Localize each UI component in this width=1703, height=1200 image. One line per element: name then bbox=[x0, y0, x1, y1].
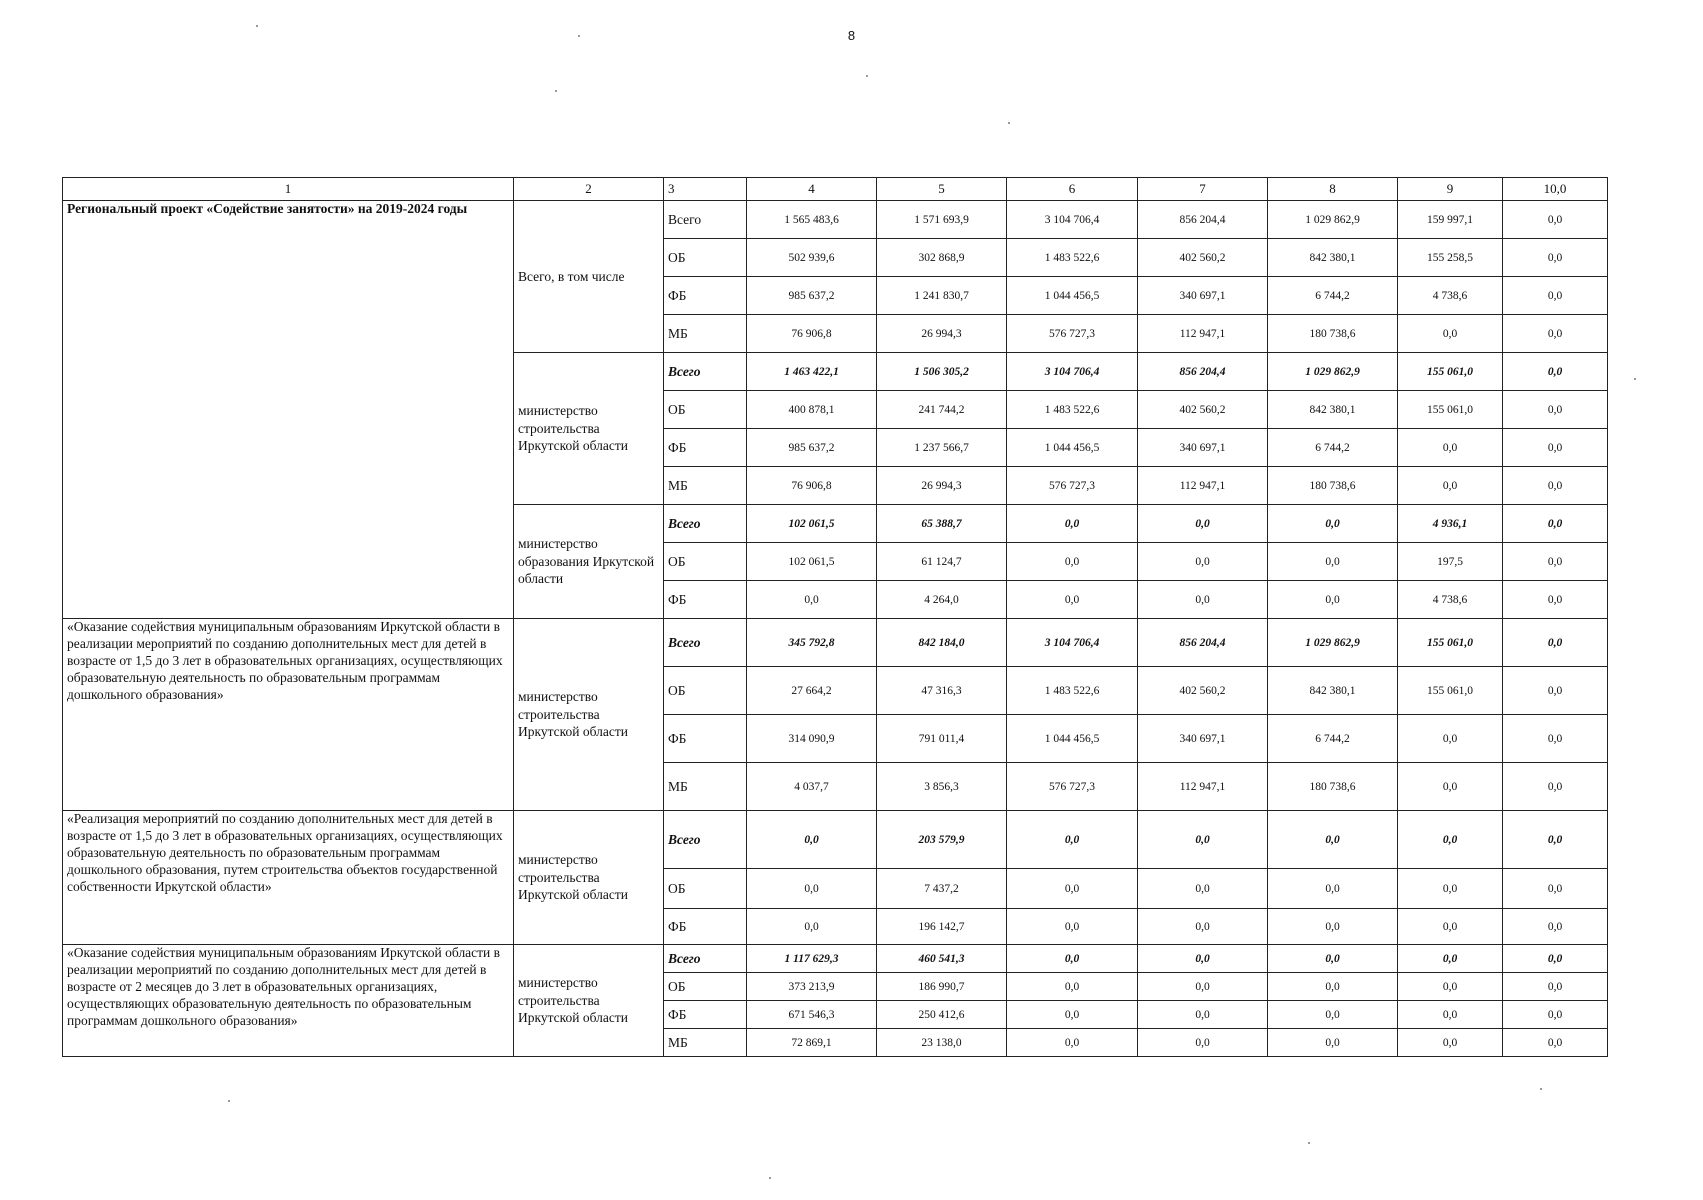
funding-source: Всего bbox=[664, 811, 747, 869]
amount-cell: 4 037,7 bbox=[747, 763, 877, 811]
column-number: 6 bbox=[1007, 178, 1138, 201]
amount-cell: 4 738,6 bbox=[1398, 581, 1503, 619]
amount-cell: 842 380,1 bbox=[1268, 667, 1398, 715]
amount-cell: 1 117 629,3 bbox=[747, 945, 877, 973]
amount-cell: 155 258,5 bbox=[1398, 239, 1503, 277]
amount-cell: 0,0 bbox=[1007, 869, 1138, 909]
amount-cell: 72 869,1 bbox=[747, 1029, 877, 1057]
amount-cell: 302 868,9 bbox=[877, 239, 1007, 277]
funding-source: МБ bbox=[664, 763, 747, 811]
amount-cell: 6 744,2 bbox=[1268, 715, 1398, 763]
amount-cell: 0,0 bbox=[1503, 909, 1608, 945]
amount-cell: 1 483 522,6 bbox=[1007, 239, 1138, 277]
amount-cell: 502 939,6 bbox=[747, 239, 877, 277]
amount-cell: 842 184,0 bbox=[877, 619, 1007, 667]
amount-cell: 576 727,3 bbox=[1007, 763, 1138, 811]
amount-cell: 1 571 693,9 bbox=[877, 201, 1007, 239]
amount-cell: 159 997,1 bbox=[1398, 201, 1503, 239]
funding-source: МБ bbox=[664, 315, 747, 353]
amount-cell: 4 936,1 bbox=[1398, 505, 1503, 543]
amount-cell: 0,0 bbox=[1503, 945, 1608, 973]
amount-cell: 180 738,6 bbox=[1268, 315, 1398, 353]
amount-cell: 102 061,5 bbox=[747, 543, 877, 581]
column-number: 2 bbox=[514, 178, 664, 201]
amount-cell: 340 697,1 bbox=[1138, 277, 1268, 315]
amount-cell: 0,0 bbox=[1138, 811, 1268, 869]
amount-cell: 576 727,3 bbox=[1007, 467, 1138, 505]
amount-cell: 4 264,0 bbox=[877, 581, 1007, 619]
total-row bbox=[63, 619, 1608, 667]
project-name: «Оказание содействия муниципальным образованиям Иркутской области в реализации мероприятий по созданию дополнительных мест для детей в возрасте от 2 месяцев до 3 лет в образовательных организациях, осуществляющих образовательную деятельность по образовательным программам дошкольного образования» bbox=[63, 945, 514, 1057]
amount-cell: 0,0 bbox=[1268, 581, 1398, 619]
amount-cell: 0,0 bbox=[1398, 869, 1503, 909]
amount-cell: 6 744,2 bbox=[1268, 277, 1398, 315]
amount-cell: 0,0 bbox=[1398, 811, 1503, 869]
amount-cell: 0,0 bbox=[1007, 945, 1138, 973]
amount-cell: 1 029 862,9 bbox=[1268, 353, 1398, 391]
amount-cell: 460 541,3 bbox=[877, 945, 1007, 973]
amount-cell: 0,0 bbox=[1398, 945, 1503, 973]
amount-cell: 671 546,3 bbox=[747, 1001, 877, 1029]
amount-cell: 1 044 456,5 bbox=[1007, 429, 1138, 467]
amount-cell: 1 463 422,1 bbox=[747, 353, 877, 391]
executor-name: Всего, в том числе bbox=[514, 201, 664, 353]
amount-cell: 7 437,2 bbox=[877, 869, 1007, 909]
amount-cell: 1 483 522,6 bbox=[1007, 391, 1138, 429]
amount-cell: 340 697,1 bbox=[1138, 715, 1268, 763]
funding-source: МБ bbox=[664, 467, 747, 505]
amount-cell: 0,0 bbox=[1503, 391, 1608, 429]
amount-cell: 0,0 bbox=[1268, 1001, 1398, 1029]
amount-cell: 402 560,2 bbox=[1138, 391, 1268, 429]
amount-cell: 0,0 bbox=[1503, 763, 1608, 811]
amount-cell: 186 990,7 bbox=[877, 973, 1007, 1001]
amount-cell: 0,0 bbox=[1398, 315, 1503, 353]
scan-speck bbox=[1634, 378, 1636, 380]
column-number: 4 bbox=[747, 178, 877, 201]
amount-cell: 0,0 bbox=[1138, 581, 1268, 619]
amount-cell: 985 637,2 bbox=[747, 429, 877, 467]
amount-cell: 400 878,1 bbox=[747, 391, 877, 429]
funding-source: Всего bbox=[664, 201, 747, 239]
amount-cell: 3 104 706,4 bbox=[1007, 201, 1138, 239]
amount-cell: 61 124,7 bbox=[877, 543, 1007, 581]
executor-name: министерство образования Иркутской области bbox=[514, 505, 664, 619]
amount-cell: 47 316,3 bbox=[877, 667, 1007, 715]
scan-speck bbox=[1008, 122, 1010, 124]
total-row bbox=[63, 945, 1608, 973]
project-name: Региональный проект «Содействие занятости» на 2019-2024 годы bbox=[63, 201, 514, 619]
amount-cell: 576 727,3 bbox=[1007, 315, 1138, 353]
amount-cell: 345 792,8 bbox=[747, 619, 877, 667]
amount-cell: 0,0 bbox=[1138, 1001, 1268, 1029]
amount-cell: 0,0 bbox=[747, 581, 877, 619]
funding-source: ОБ bbox=[664, 239, 747, 277]
executor-name: министерство строительства Иркутской области bbox=[514, 353, 664, 505]
amount-cell: 0,0 bbox=[1503, 201, 1608, 239]
amount-cell: 26 994,3 bbox=[877, 315, 1007, 353]
funding-source: Всего bbox=[664, 353, 747, 391]
executor-name: министерство строительства Иркутской области bbox=[514, 811, 664, 945]
amount-cell: 340 697,1 bbox=[1138, 429, 1268, 467]
amount-cell: 112 947,1 bbox=[1138, 467, 1268, 505]
amount-cell: 0,0 bbox=[1268, 869, 1398, 909]
amount-cell: 6 744,2 bbox=[1268, 429, 1398, 467]
amount-cell: 1 044 456,5 bbox=[1007, 277, 1138, 315]
executor-name: министерство строительства Иркутской области bbox=[514, 619, 664, 811]
project-name: «Реализация мероприятий по созданию дополнительных мест для детей в возрасте от 1,5 до 3 лет в образовательных организациях, осуществляющих образовательную деятельность по образовательным программам дошкольного образования, путем строительства объектов государственной собственности Иркутской области» bbox=[63, 811, 514, 945]
funding-source: ОБ bbox=[664, 973, 747, 1001]
amount-cell: 314 090,9 bbox=[747, 715, 877, 763]
amount-cell: 0,0 bbox=[1007, 543, 1138, 581]
amount-cell: 842 380,1 bbox=[1268, 239, 1398, 277]
scan-speck bbox=[1308, 1142, 1310, 1144]
amount-cell: 0,0 bbox=[1503, 973, 1608, 1001]
scan-speck bbox=[578, 35, 580, 37]
amount-cell: 0,0 bbox=[1007, 581, 1138, 619]
amount-cell: 4 738,6 bbox=[1398, 277, 1503, 315]
amount-cell: 180 738,6 bbox=[1268, 467, 1398, 505]
scan-speck bbox=[256, 25, 258, 27]
amount-cell: 402 560,2 bbox=[1138, 239, 1268, 277]
amount-cell: 0,0 bbox=[1268, 505, 1398, 543]
funding-row bbox=[63, 201, 1608, 239]
scan-speck bbox=[555, 90, 557, 92]
amount-cell: 0,0 bbox=[1503, 715, 1608, 763]
funding-source: ОБ bbox=[664, 543, 747, 581]
amount-cell: 1 029 862,9 bbox=[1268, 201, 1398, 239]
amount-cell: 0,0 bbox=[1503, 811, 1608, 869]
amount-cell: 402 560,2 bbox=[1138, 667, 1268, 715]
amount-cell: 0,0 bbox=[1138, 973, 1268, 1001]
column-number: 3 bbox=[664, 178, 747, 201]
amount-cell: 0,0 bbox=[1398, 763, 1503, 811]
funding-source: ОБ bbox=[664, 869, 747, 909]
page-number: 8 bbox=[847, 28, 856, 43]
amount-cell: 0,0 bbox=[1398, 429, 1503, 467]
amount-cell: 155 061,0 bbox=[1398, 391, 1503, 429]
amount-cell: 3 856,3 bbox=[877, 763, 1007, 811]
amount-cell: 0,0 bbox=[1398, 973, 1503, 1001]
amount-cell: 155 061,0 bbox=[1398, 667, 1503, 715]
amount-cell: 1 044 456,5 bbox=[1007, 715, 1138, 763]
scan-speck bbox=[228, 1100, 230, 1102]
amount-cell: 0,0 bbox=[1503, 239, 1608, 277]
amount-cell: 0,0 bbox=[1398, 1029, 1503, 1057]
project-name: «Оказание содействия муниципальным образованиям Иркутской области в реализации мероприятий по созданию дополнительных мест для детей в возрасте от 1,5 до 3 лет в образовательных организациях, осуществляющих образовательную деятельность по образовательным программам дошкольного образования» bbox=[63, 619, 514, 811]
amount-cell: 0,0 bbox=[1503, 543, 1608, 581]
amount-cell: 1 029 862,9 bbox=[1268, 619, 1398, 667]
amount-cell: 112 947,1 bbox=[1138, 763, 1268, 811]
funding-source: ОБ bbox=[664, 667, 747, 715]
amount-cell: 0,0 bbox=[1138, 945, 1268, 973]
funding-source: ФБ bbox=[664, 581, 747, 619]
column-number: 10,0 bbox=[1503, 178, 1608, 201]
amount-cell: 0,0 bbox=[1268, 1029, 1398, 1057]
amount-cell: 856 204,4 bbox=[1138, 619, 1268, 667]
amount-cell: 1 565 483,6 bbox=[747, 201, 877, 239]
amount-cell: 155 061,0 bbox=[1398, 353, 1503, 391]
amount-cell: 1 483 522,6 bbox=[1007, 667, 1138, 715]
amount-cell: 241 744,2 bbox=[877, 391, 1007, 429]
total-row bbox=[63, 811, 1608, 869]
amount-cell: 0,0 bbox=[747, 811, 877, 869]
amount-cell: 0,0 bbox=[747, 869, 877, 909]
amount-cell: 27 664,2 bbox=[747, 667, 877, 715]
amount-cell: 0,0 bbox=[1007, 505, 1138, 543]
executor-name: министерство строительства Иркутской области bbox=[514, 945, 664, 1057]
amount-cell: 0,0 bbox=[1138, 1029, 1268, 1057]
amount-cell: 0,0 bbox=[1503, 1001, 1608, 1029]
amount-cell: 0,0 bbox=[1503, 581, 1608, 619]
amount-cell: 0,0 bbox=[1007, 1029, 1138, 1057]
amount-cell: 65 388,7 bbox=[877, 505, 1007, 543]
amount-cell: 102 061,5 bbox=[747, 505, 877, 543]
amount-cell: 3 104 706,4 bbox=[1007, 353, 1138, 391]
funding-source: Всего bbox=[664, 505, 747, 543]
column-number: 1 bbox=[63, 178, 514, 201]
amount-cell: 0,0 bbox=[1007, 811, 1138, 869]
funding-source: ФБ bbox=[664, 277, 747, 315]
amount-cell: 155 061,0 bbox=[1398, 619, 1503, 667]
funding-source: МБ bbox=[664, 1029, 747, 1057]
amount-cell: 0,0 bbox=[1398, 715, 1503, 763]
column-number: 9 bbox=[1398, 178, 1503, 201]
amount-cell: 0,0 bbox=[1398, 467, 1503, 505]
column-number: 7 bbox=[1138, 178, 1268, 201]
funding-source: ФБ bbox=[664, 909, 747, 945]
amount-cell: 0,0 bbox=[1503, 1029, 1608, 1057]
amount-cell: 0,0 bbox=[1007, 973, 1138, 1001]
amount-cell: 0,0 bbox=[1007, 1001, 1138, 1029]
funding-source: ФБ bbox=[664, 429, 747, 467]
amount-cell: 0,0 bbox=[1503, 277, 1608, 315]
amount-cell: 373 213,9 bbox=[747, 973, 877, 1001]
amount-cell: 0,0 bbox=[1398, 909, 1503, 945]
scan-speck bbox=[769, 1177, 771, 1179]
amount-cell: 1 237 566,7 bbox=[877, 429, 1007, 467]
amount-cell: 0,0 bbox=[1503, 667, 1608, 715]
amount-cell: 0,0 bbox=[1268, 811, 1398, 869]
amount-cell: 0,0 bbox=[1138, 505, 1268, 543]
scan-speck bbox=[866, 75, 868, 77]
amount-cell: 856 204,4 bbox=[1138, 353, 1268, 391]
amount-cell: 842 380,1 bbox=[1268, 391, 1398, 429]
amount-cell: 0,0 bbox=[1503, 429, 1608, 467]
amount-cell: 180 738,6 bbox=[1268, 763, 1398, 811]
funding-source: ФБ bbox=[664, 715, 747, 763]
amount-cell: 26 994,3 bbox=[877, 467, 1007, 505]
amount-cell: 203 579,9 bbox=[877, 811, 1007, 869]
amount-cell: 0,0 bbox=[1503, 869, 1608, 909]
amount-cell: 196 142,7 bbox=[877, 909, 1007, 945]
amount-cell: 0,0 bbox=[747, 909, 877, 945]
amount-cell: 0,0 bbox=[1138, 909, 1268, 945]
funding-source: Всего bbox=[664, 945, 747, 973]
amount-cell: 250 412,6 bbox=[877, 1001, 1007, 1029]
amount-cell: 0,0 bbox=[1268, 909, 1398, 945]
amount-cell: 112 947,1 bbox=[1138, 315, 1268, 353]
column-number-row bbox=[63, 178, 1608, 201]
amount-cell: 76 906,8 bbox=[747, 467, 877, 505]
amount-cell: 1 241 830,7 bbox=[877, 277, 1007, 315]
amount-cell: 3 104 706,4 bbox=[1007, 619, 1138, 667]
amount-cell: 0,0 bbox=[1503, 353, 1608, 391]
amount-cell: 0,0 bbox=[1007, 909, 1138, 945]
amount-cell: 0,0 bbox=[1503, 315, 1608, 353]
amount-cell: 0,0 bbox=[1138, 869, 1268, 909]
amount-cell: 0,0 bbox=[1503, 467, 1608, 505]
amount-cell: 791 011,4 bbox=[877, 715, 1007, 763]
amount-cell: 23 138,0 bbox=[877, 1029, 1007, 1057]
amount-cell: 76 906,8 bbox=[747, 315, 877, 353]
amount-cell: 985 637,2 bbox=[747, 277, 877, 315]
funding-source: ФБ bbox=[664, 1001, 747, 1029]
amount-cell: 856 204,4 bbox=[1138, 201, 1268, 239]
column-number: 8 bbox=[1268, 178, 1398, 201]
amount-cell: 0,0 bbox=[1138, 543, 1268, 581]
amount-cell: 197,5 bbox=[1398, 543, 1503, 581]
amount-cell: 0,0 bbox=[1503, 619, 1608, 667]
amount-cell: 0,0 bbox=[1268, 973, 1398, 1001]
amount-cell: 0,0 bbox=[1268, 543, 1398, 581]
amount-cell: 0,0 bbox=[1268, 945, 1398, 973]
budget-table bbox=[62, 177, 1608, 1057]
funding-source: ОБ bbox=[664, 391, 747, 429]
amount-cell: 0,0 bbox=[1503, 505, 1608, 543]
amount-cell: 1 506 305,2 bbox=[877, 353, 1007, 391]
column-number: 5 bbox=[877, 178, 1007, 201]
funding-source: Всего bbox=[664, 619, 747, 667]
scan-speck bbox=[1540, 1088, 1542, 1090]
amount-cell: 0,0 bbox=[1398, 1001, 1503, 1029]
